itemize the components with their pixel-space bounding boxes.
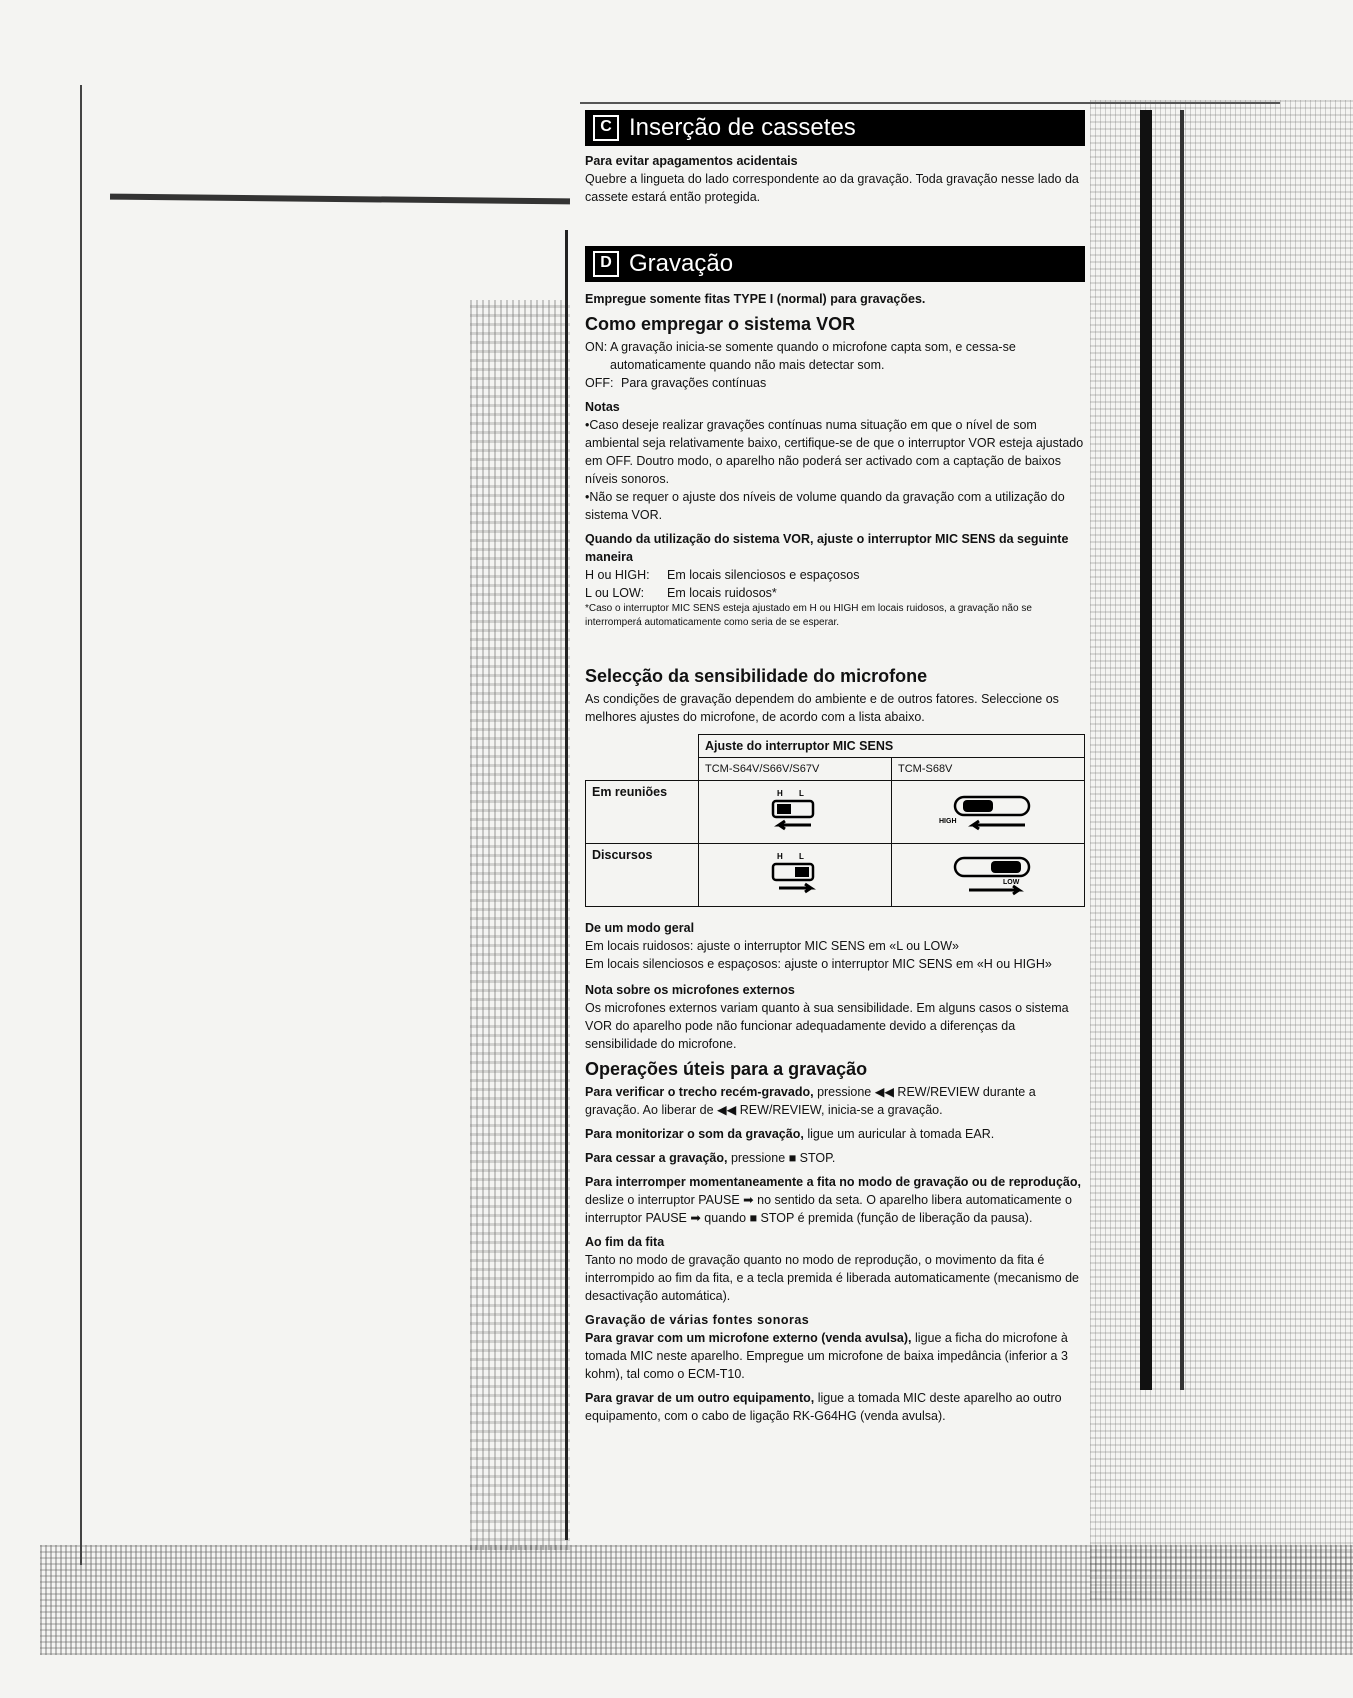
paragraph [585, 1083, 1085, 1119]
subheading: Selecção da sensibilidade do microfone [585, 666, 928, 686]
body-text: ligue um auricular à tomada EAR. [807, 1127, 995, 1141]
switch-h-icon [699, 781, 892, 844]
paragraph [585, 1329, 1085, 1383]
lead-in: Para verificar o trecho recém-gravado, [585, 1085, 814, 1099]
scan-edge-bar [1180, 110, 1184, 1390]
switch-l-icon [699, 844, 892, 907]
scan-noise-bottom [40, 1545, 1353, 1655]
lead-in: Para monitorizar o som da gravação, [585, 1127, 804, 1141]
paragraph: Empregue somente fitas TYPE I (normal) para gravações. [585, 292, 926, 306]
manual-page [585, 110, 1085, 1425]
table-row-header: Em reuniões [586, 781, 699, 844]
table-row-header: Discursos [586, 844, 699, 907]
paragraph: Tanto no modo de gravação quanto no modo de reprodução, o movimento da fita é interrompido ao fim da fita, e a tecla premida é liberada automaticamente (mecanismo de desactivação automática). [585, 1253, 1080, 1303]
table-corner [586, 758, 699, 781]
body-text: ligue a tomada MIC deste aparelho ao outro equipamento, com o cabo de ligação RK-G64HG (venda avulsa). [585, 1391, 1062, 1423]
switch-letter-h: H [777, 788, 783, 798]
switch-letter-h: H [777, 851, 783, 861]
definition-row [585, 584, 1085, 602]
definition-text: Em locais ruidosos* [667, 586, 777, 600]
heading: Gravação de várias fontes sonoras [585, 1313, 810, 1327]
paragraph [585, 1173, 1085, 1227]
body-text: pressione ◀◀ REW/REVIEW durante a gravação. Ao liberar de ◀◀ REW/REVIEW, inicia-se a gravação. [585, 1085, 1036, 1117]
definition-text: A gravação inicia-se somente quando o microfone capta som, e cessa-se automaticamente quando não mais detectar som. [610, 340, 1016, 372]
section-letter: D [593, 251, 619, 277]
paragraph [585, 1125, 1085, 1143]
scan-edge-line [110, 194, 570, 205]
scan-noise-left [470, 300, 570, 1550]
mic-sens-table [585, 734, 1085, 907]
definition-text: Para gravações contínuas [621, 376, 767, 390]
definition-row [585, 566, 1085, 584]
lead-in: Para gravar de um outro equipamento, [585, 1391, 815, 1405]
definition-key: OFF: [585, 376, 614, 390]
table-col-header: TCM-S68V [892, 758, 1085, 781]
switch-high-icon [892, 781, 1085, 844]
definition-row [585, 338, 1085, 374]
paragraph: Quebre a lingueta do lado correspondente ao da gravação. Toda gravação nesse lado da cassete estará então protegida. [585, 172, 1079, 204]
section-letter: C [593, 115, 619, 141]
body-text: deslize o interruptor PAUSE ➡ no sentido da seta. O aparelho libera automaticamente o interruptor PAUSE ➡ quando ■ STOP é premida (função de liberação da pausa). [585, 1193, 1072, 1225]
paragraph: As condições de gravação dependem do ambiente e de outros fatores. Seleccione os melhores ajustes do microfone, de acordo com a lista abaixo. [585, 692, 1059, 724]
heading: Ao fim da fita [585, 1235, 665, 1249]
table-header: Ajuste do interruptor MIC SENS [699, 735, 1085, 758]
definition-key: H ou HIGH: [585, 568, 650, 582]
heading: Para evitar apagamentos acidentais [585, 154, 798, 168]
note: •Caso deseje realizar gravações contínuas numa situação em que o nível de som ambiental seja relativamente baixo, certifique-se de que o interruptor VOR esteja ajustado em OFF. Doutro modo, o aparelho não poderá ser activado com a captação de baixos níveis sonoros. [585, 418, 1084, 486]
definition-key: L ou LOW: [585, 586, 645, 600]
subheading: Operações úteis para a gravação [585, 1059, 868, 1079]
note: •Não se requer o ajuste dos níveis de volume quando da gravação com a utilização do sistema VOR. [585, 490, 1065, 522]
lead-in: Para cessar a gravação, [585, 1151, 728, 1165]
paragraph: Em locais ruidosos: ajuste o interruptor MIC SENS em «L ou LOW» [585, 939, 959, 953]
definition-row [585, 374, 1085, 392]
switch-label-high: HIGH [939, 817, 957, 825]
definition-key: ON: [585, 340, 608, 354]
switch-label-low: LOW [1003, 878, 1020, 886]
section-title: Inserção de cassetes [629, 114, 856, 141]
subheading: Como empregar o sistema VOR [585, 314, 856, 334]
paragraph [585, 1149, 1085, 1167]
section-c-header [585, 110, 1085, 146]
switch-low-icon [892, 844, 1085, 907]
switch-letter-l: L [799, 851, 804, 861]
footnote: *Caso o interruptor MIC SENS esteja ajustado em H ou HIGH em locais ruidosos, a gravação não se interromperá automaticamente como seria de se esperar. [585, 603, 1032, 628]
switch-letter-l: L [799, 788, 804, 798]
heading: Quando da utilização do sistema VOR, ajuste o interruptor MIC SENS da seguinte maneira [585, 532, 1069, 564]
scan-edge-line [80, 85, 82, 1565]
lead-in: Para interromper momentaneamente a fita no modo de gravação ou de reprodução, [585, 1175, 1081, 1189]
paragraph: Em locais silenciosos e espaçosos: ajuste o interruptor MIC SENS em «H ou HIGH» [585, 957, 1052, 971]
scan-edge-bar [1140, 110, 1152, 1390]
section-d-header [585, 246, 1085, 282]
section-title: Gravação [629, 250, 734, 277]
scan-edge-line [565, 230, 568, 1540]
scan-noise-right [1090, 100, 1353, 1600]
body-text: ligue a ficha do microfone à tomada MIC neste aparelho. Empregue um microfone de baixa impedância (inferior a 3 kohm), tal como o ECM-T10. [585, 1331, 1068, 1381]
heading: Nota sobre os microfones externos [585, 983, 795, 997]
table-col-header: TCM-S64V/S66V/S67V [699, 758, 892, 781]
definition-text: Em locais silenciosos e espaçosos [667, 568, 860, 582]
scan-edge-line [580, 102, 1280, 104]
table-corner [586, 735, 699, 758]
paragraph: Os microfones externos variam quanto à sua sensibilidade. Em alguns casos o sistema VOR do aparelho pode não funcionar adequadamente devido a diferenças da sensibilidade do microfone. [585, 1001, 1069, 1051]
lead-in: Para gravar com um microfone externo (venda avulsa), [585, 1331, 912, 1345]
body-text: pressione ■ STOP. [730, 1151, 836, 1165]
heading: De um modo geral [585, 921, 695, 935]
heading: Notas [585, 400, 620, 414]
paragraph [585, 1389, 1085, 1425]
